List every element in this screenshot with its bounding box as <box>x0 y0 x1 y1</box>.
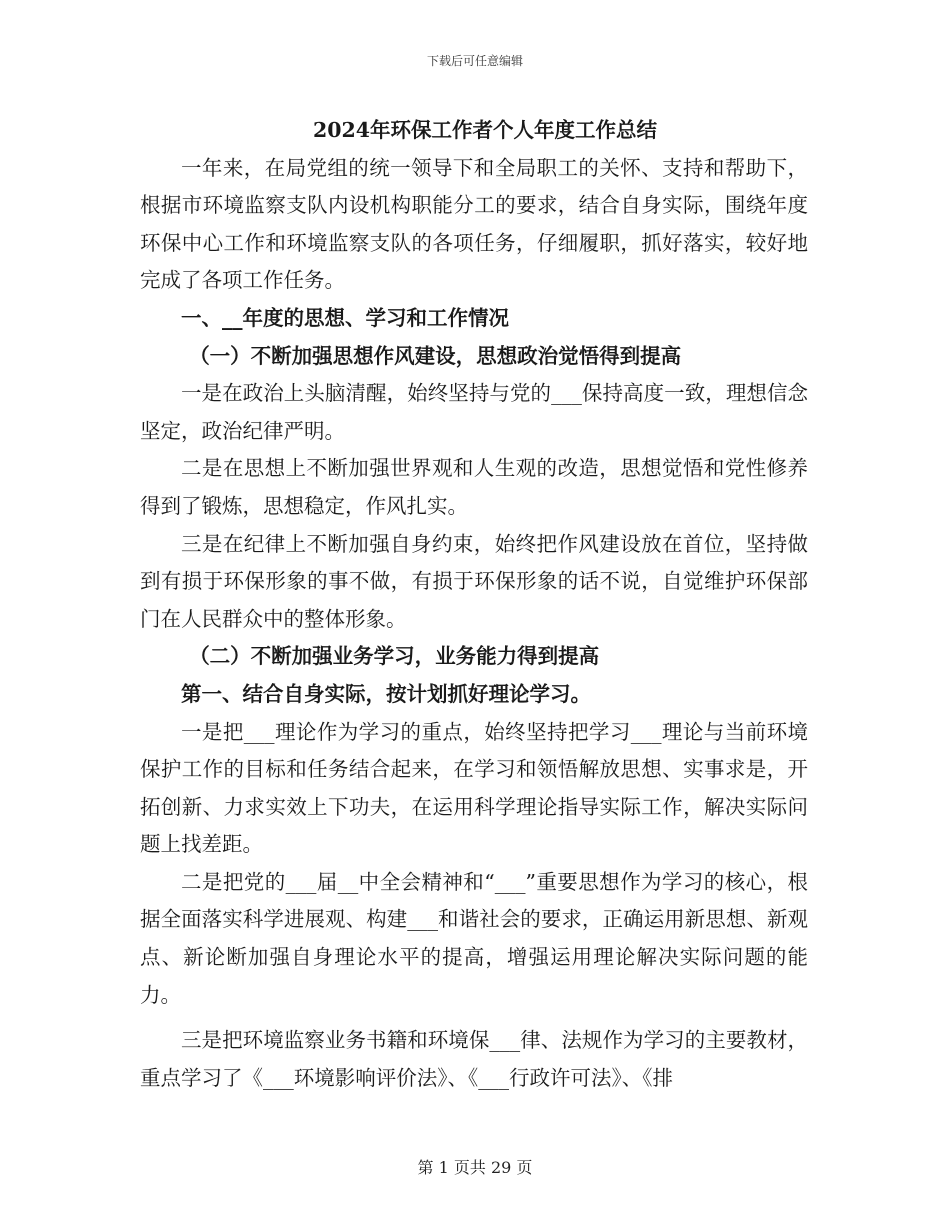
page-header-note: 下载后可任意编辑 <box>426 54 523 68</box>
paragraph: 一是在政治上头脑清醒，始终坚持与党的___保持高度一致，理想信念坚定，政治纪律严明。 <box>140 381 808 443</box>
section-heading: 一、__年度的思想、学习和工作情况 <box>181 305 509 330</box>
paragraph: 三是把环境监察业务书籍和环境保___律、法规作为学习的主要教材，重点学习了《___环境影响评价法》、《___行政许可法》、《排 <box>140 1028 808 1090</box>
paragraph: 一是把___理论作为学习的重点，始终坚持把学习___理论与当前环境保护工作的目标和任务结合起来，在学习和领悟解放思想、实事求是，开拓创新、力求实效上下功夫，在运用科学理论指导实际工作，解决实际问题上找差距。 <box>140 719 808 857</box>
subsection-heading-2: （二）不断加强业务学习，业务能力得到提高 <box>189 644 600 669</box>
paragraph: 三是在纪律上不断加强自身约束，始终把作风建设放在首位，坚持做到有损于环保形象的事不做，有损于环保形象的话不说，自觉维护环保部门在人民群众中的整体形象。 <box>140 531 808 631</box>
document-body <box>140 112 808 1097</box>
point-heading: 第一、结合自身实际，按计划抓好理论学习。 <box>181 681 591 706</box>
document-title: 2024年环保工作者个人年度工作总结 <box>312 118 658 142</box>
subsection-heading-1: （一）不断加强思想作风建设，思想政治觉悟得到提高 <box>189 343 682 368</box>
page-number: 第 1 页共 29 页 <box>417 1158 533 1177</box>
paragraph: 二是在思想上不断加强世界观和人生观的改造，思想觉悟和党性修养得到了锻炼，思想稳定，作风扎实。 <box>140 456 808 518</box>
paragraph: 二是把党的___届__中全会精神和“___”重要思想作为学习的核心，根据全面落实科学进展观、构建___和谐社会的要求，正确运用新思想、新观点、新论断加强自身理论水平的提高，增强运用理论解决实际问题的能力。 <box>140 869 808 1007</box>
intro-paragraph: 一年来，在局党组的统一领导下和全局职工的关怀、支持和帮助下，根据市环境监察支队内设机构职能分工的要求，结合自身实际，围绕年度环保中心工作和环境监察支队的各项任务，仔细履职，抓好落实，较好地完成了各项工作任务。 <box>140 155 808 293</box>
